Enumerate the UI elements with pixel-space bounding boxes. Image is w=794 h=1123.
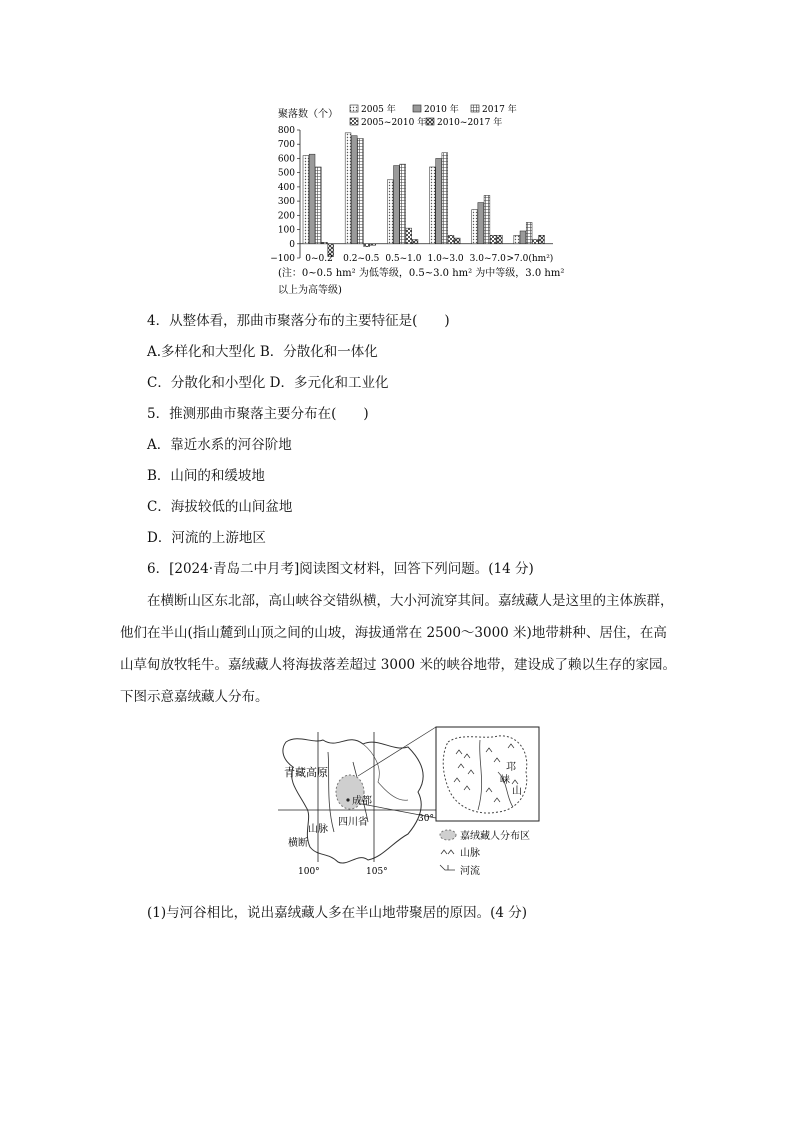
legend-mountain-icon	[441, 850, 454, 854]
question-5-option-c: C．海拔较低的山间盆地	[147, 499, 293, 515]
x-tick-label: 1.0~3.0	[427, 254, 464, 264]
legend-label: 2010~2017 年	[437, 118, 503, 128]
bar	[394, 166, 400, 244]
bar	[472, 210, 478, 244]
chart-note-2: 以上为高等级)	[278, 285, 342, 296]
label-lat30: 30°	[418, 814, 434, 824]
label-sichuan: 四川省	[338, 817, 368, 828]
label-hengduan-4: 断	[298, 838, 308, 849]
x-tick-label: 0.2~0.5	[343, 254, 380, 264]
bar	[526, 222, 532, 243]
bar	[442, 153, 448, 244]
bar	[309, 154, 315, 244]
legend-label: 2010 年	[424, 105, 459, 115]
y-tick-label: 700	[277, 140, 295, 151]
chart-x-axis	[305, 253, 553, 264]
label-chengdu: 成都	[352, 796, 372, 807]
question-5: 5．推测那曲市聚落主要分布在( )	[147, 406, 369, 422]
passage-line-2: 他们在半山(指山麓到山顶之间的山坡，海拔通常在 2500～3000 米)地带耕种、居住，在高	[120, 625, 667, 641]
bar	[345, 133, 351, 244]
legend-label: 2005~2010 年	[361, 118, 427, 128]
legend-label: 2017 年	[482, 105, 517, 115]
settlement-chart	[268, 100, 568, 305]
question-4: 4．从整体看，那曲市聚落分布的主要特征是( )	[147, 313, 450, 329]
bar	[351, 136, 357, 244]
sub-question-1: (1)与河谷相比，说出嘉绒藏人多在半山地带聚居的原因。(4 分)	[147, 905, 528, 921]
bar	[514, 235, 520, 244]
label-hengduan-1: 山	[308, 824, 318, 835]
question-5-option-a: A．靠近水系的河谷阶地	[147, 437, 292, 453]
bar	[322, 242, 328, 243]
bar	[520, 231, 526, 244]
bar	[387, 180, 393, 244]
legend-swatch	[471, 105, 479, 112]
x-tick-label: 0.5~1.0	[385, 254, 422, 264]
label-hengduan-3: 横	[288, 838, 298, 849]
label-hengduan-2: 脉	[318, 824, 328, 835]
label-lon100: 100°	[298, 867, 320, 877]
bar	[478, 203, 484, 244]
legend-swatch	[350, 118, 358, 125]
label-lon105: 105°	[366, 867, 388, 877]
legend-area-label: 嘉绒藏人分布区	[460, 831, 530, 842]
bar	[370, 244, 376, 245]
passage-line-3: 山草甸放牧牦牛。嘉绒藏人将海拔落差超过 3000 米的峡谷地带，建设成了赖以生存的家园。	[120, 657, 676, 673]
y-tick-label: 600	[277, 154, 295, 165]
passage	[120, 585, 680, 713]
question-4-options-ab: A.多样化和大型化 B．分散化和一体化	[147, 344, 378, 360]
passage-line-4: 下图示意嘉绒藏人分布。	[120, 689, 269, 705]
passage-line-1: 在横断山区东北部，高山峡谷交错纵横，大小河流穿其间。嘉绒藏人是这里的主体族群，	[147, 593, 674, 609]
bar	[406, 228, 412, 244]
bar	[448, 235, 454, 244]
legend-label: 2005 年	[361, 105, 396, 115]
bar	[400, 164, 406, 244]
question-5-option-d: D．河流的上游地区	[147, 530, 266, 546]
bar	[496, 235, 502, 244]
chart-note-1: (注：0~0.5 hm² 为低等级，0.5~3.0 hm² 为中等级，3.0 hm²	[278, 268, 565, 279]
bar	[315, 167, 321, 244]
legend-river-label: 河流	[460, 866, 480, 877]
y-tick-label: 0	[289, 239, 295, 250]
legend-area-icon	[440, 830, 456, 840]
bar	[532, 240, 538, 244]
bar	[484, 195, 490, 243]
legend-mountain-label: 山脉	[460, 848, 480, 859]
map-inset	[436, 727, 539, 821]
y-tick-label: 400	[277, 182, 295, 193]
chart-bars	[303, 133, 544, 257]
label-plateau: 青藏高原	[284, 766, 328, 779]
bar	[358, 139, 364, 244]
chart-ylabel: 聚落数（个）	[278, 109, 338, 120]
legend-river-icon	[440, 865, 455, 870]
legend-swatch	[413, 105, 421, 112]
question-5-option-b: B．山间的和缓坡地	[147, 468, 265, 484]
bar	[364, 244, 370, 247]
bar	[436, 158, 442, 243]
bar	[454, 238, 460, 244]
bar	[539, 235, 545, 244]
legend-swatch	[426, 118, 434, 125]
x-tick-label: 3.0~7.0	[469, 254, 506, 264]
river	[328, 752, 334, 832]
bar	[412, 240, 418, 244]
y-tick-label: 200	[277, 211, 295, 222]
bar	[430, 167, 436, 244]
question-4-options-cd: C．分散化和小型化 D．多元化和工业化	[147, 375, 389, 391]
x-tick-label: 0~0.2	[305, 254, 333, 264]
label-qionglai-1: 邛	[506, 762, 516, 773]
label-qionglai-3: 山	[512, 786, 522, 797]
y-tick-label: 500	[277, 168, 295, 179]
jiarong-map	[268, 722, 558, 882]
label-qionglai-2: 崃	[500, 775, 510, 786]
bar	[303, 156, 309, 244]
bar	[490, 235, 496, 244]
y-tick-label: 300	[277, 197, 295, 208]
x-tick-label: >7.0(hm²)	[506, 254, 554, 264]
legend-swatch	[350, 105, 358, 112]
question-6: 6．[2024·青岛二中月考]阅读图文材料，回答下列问题。(14 分)	[147, 561, 534, 577]
y-tick-label: −100	[270, 254, 295, 264]
chart-legend	[350, 103, 517, 128]
y-tick-label: 800	[277, 126, 295, 136]
y-tick-label: 100	[277, 225, 295, 236]
